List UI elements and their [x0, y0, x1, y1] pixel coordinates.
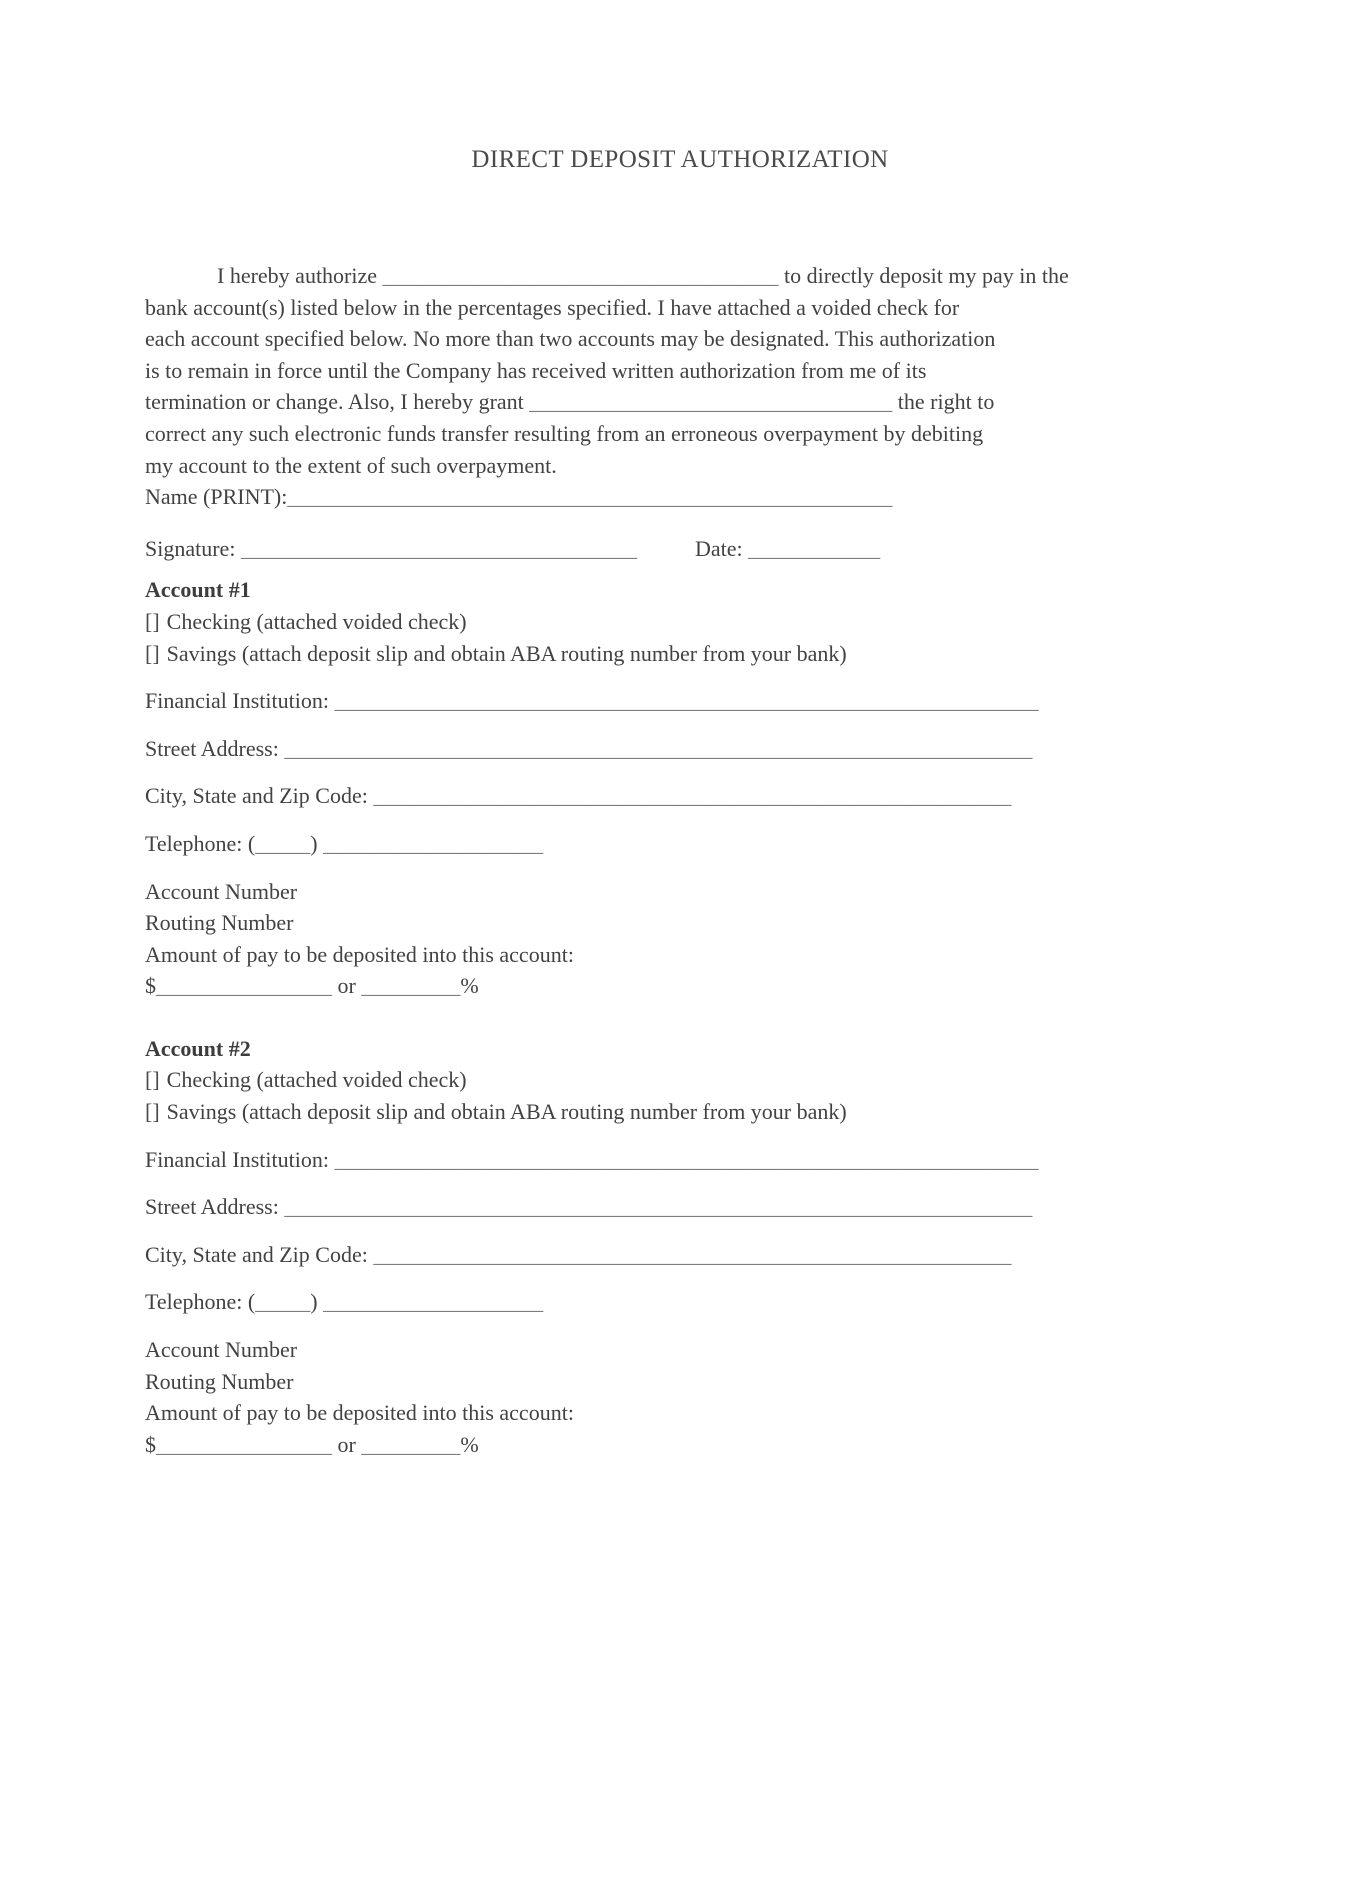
signature-blank[interactable]: ____________________________________ [240, 535, 637, 561]
name-print-row [145, 481, 1295, 513]
city-state-zip-blank[interactable]: __________________________________________________________ [373, 1241, 1012, 1267]
intro-line-2: bank account(s) listed below in the percentages specified. I have attached a voided check for [145, 294, 960, 320]
financial-institution-blank[interactable]: ________________________________________________________________ [334, 688, 1039, 714]
street-address-blank[interactable]: ____________________________________________________________________ [284, 735, 1033, 761]
city-state-zip-label: City, State and Zip Code: [145, 1241, 374, 1267]
account-1-telephone-row [145, 828, 1295, 860]
account-2-street-address-row [145, 1191, 1295, 1223]
intro-text-right: the right to [892, 389, 995, 415]
intro-line-3: each account specified below. No more than two accounts may be designated. This authorization [145, 326, 996, 352]
telephone-open-paren: ( [247, 1289, 256, 1315]
account-1-heading: Account #1 [145, 577, 251, 603]
checking-checkbox-icon[interactable]: [] [145, 1067, 160, 1093]
account-2-numbers-block [145, 1334, 1295, 1460]
telephone-close-paren: ) [310, 1289, 324, 1315]
date-blank[interactable]: ____________ [748, 535, 881, 561]
amount-label: Amount of pay to be deposited into this account: [145, 1400, 574, 1426]
dollar-amount-blank[interactable]: ________________ [156, 973, 332, 999]
intro-line-7: my account to the extent of such overpayment. [145, 452, 557, 478]
street-address-blank[interactable]: ____________________________________________________________________ [284, 1194, 1033, 1220]
account-1-section [145, 574, 1295, 1002]
or-text: or [332, 1431, 362, 1457]
account-1-amount-row [145, 970, 1295, 1002]
city-state-zip-label: City, State and Zip Code: [145, 783, 374, 809]
routing-number-label: Routing Number [145, 1368, 294, 1394]
savings-label: Savings (attach deposit slip and obtain ABA routing number from your bank) [166, 1099, 847, 1125]
savings-checkbox-icon[interactable]: [] [145, 1099, 160, 1125]
date-label: Date: [694, 535, 749, 561]
account-1-financial-institution-row [145, 685, 1295, 717]
percent-amount-blank[interactable]: _________ [361, 973, 461, 999]
account-2-checking-row [145, 1064, 1295, 1096]
grant-company-blank[interactable]: _________________________________ [529, 389, 893, 415]
intro-line-6: correct any such electronic funds transfer resulting from an erroneous overpayment by debiting [145, 420, 984, 446]
percent-sign: % [460, 1431, 479, 1457]
street-address-label: Street Address: [145, 1194, 285, 1220]
telephone-open-paren: ( [247, 830, 256, 856]
account-2-amount-row [145, 1429, 1295, 1461]
name-print-blank[interactable]: _______________________________________________________ [287, 484, 893, 510]
intro-line-4: is to remain in force until the Company has received written authorization from me of its [145, 357, 927, 383]
signature-label: Signature: [145, 535, 241, 561]
document-page [0, 144, 1360, 1904]
authorize-company-blank[interactable]: ____________________________________ [382, 263, 779, 288]
account-2-section [145, 1033, 1295, 1461]
checking-label: Checking (attached voided check) [166, 1067, 467, 1093]
street-address-label: Street Address: [145, 735, 285, 761]
account-2-financial-institution-row [145, 1144, 1295, 1176]
telephone-label: Telephone: [145, 830, 248, 856]
financial-institution-label: Financial Institution: [145, 1146, 335, 1172]
financial-institution-label: Financial Institution: [145, 688, 335, 714]
savings-label: Savings (attach deposit slip and obtain ABA routing number from your bank) [166, 640, 847, 666]
dollar-sign: $ [145, 973, 156, 999]
phone-number-blank[interactable]: ____________________ [323, 830, 544, 856]
account-1-street-address-row [145, 733, 1295, 765]
account-1-numbers-block [145, 876, 1295, 1002]
intro-text-deposit: to directly deposit my pay in the [778, 263, 1069, 288]
or-text: or [332, 973, 362, 999]
routing-number-label: Routing Number [145, 910, 294, 936]
account-2-heading: Account #2 [145, 1035, 251, 1061]
area-code-blank[interactable]: _____ [255, 1289, 311, 1315]
account-2-savings-row [145, 1096, 1295, 1128]
account-number-label: Account Number [145, 878, 298, 904]
phone-number-blank[interactable]: ____________________ [323, 1289, 544, 1315]
document-body [0, 260, 1295, 1460]
intro-text-grant: termination or change. Also, I hereby grant [145, 389, 530, 415]
account-number-label: Account Number [145, 1337, 298, 1363]
financial-institution-blank[interactable]: ________________________________________________________________ [334, 1146, 1039, 1172]
dollar-amount-blank[interactable]: ________________ [156, 1431, 332, 1457]
intro-line-5 [145, 386, 1295, 418]
account-2-city-state-zip-row [145, 1239, 1295, 1271]
intro-paragraph [145, 260, 1295, 513]
percent-amount-blank[interactable]: _________ [361, 1431, 461, 1457]
intro-text-authorize: I hereby authorize [217, 263, 383, 288]
page-title: DIRECT DEPOSIT AUTHORIZATION [471, 146, 889, 173]
account-2-telephone-row [145, 1286, 1295, 1318]
account-1-checking-row [145, 606, 1295, 638]
amount-label: Amount of pay to be deposited into this account: [145, 941, 574, 967]
telephone-label: Telephone: [145, 1289, 248, 1315]
checking-checkbox-icon[interactable]: [] [145, 608, 160, 634]
telephone-close-paren: ) [310, 830, 324, 856]
name-print-label: Name (PRINT): [145, 484, 288, 510]
signature-row [145, 533, 1295, 565]
dollar-sign: $ [145, 1431, 156, 1457]
savings-checkbox-icon[interactable]: [] [145, 640, 160, 666]
account-1-savings-row [145, 638, 1295, 670]
percent-sign: % [460, 973, 479, 999]
area-code-blank[interactable]: _____ [255, 830, 311, 856]
city-state-zip-blank[interactable]: __________________________________________________________ [373, 783, 1012, 809]
intro-line-1 [145, 260, 1295, 292]
checking-label: Checking (attached voided check) [166, 608, 467, 634]
account-1-city-state-zip-row [145, 780, 1295, 812]
